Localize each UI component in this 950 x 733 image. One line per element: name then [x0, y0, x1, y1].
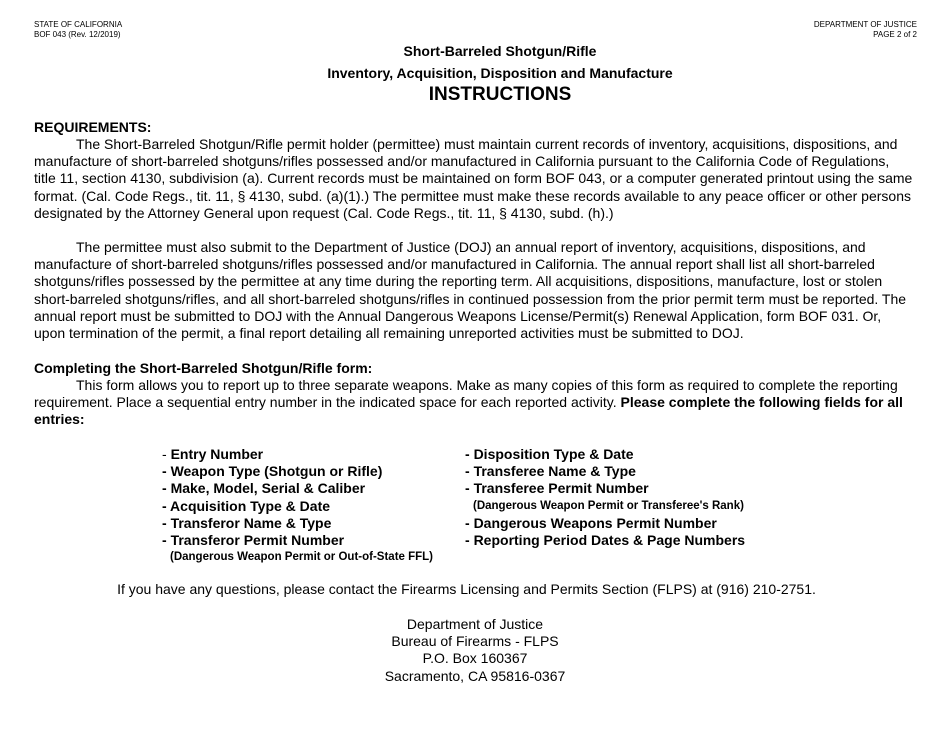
list-item: - Entry Number [162, 446, 264, 462]
requirements-paragraph-1: The Short-Barreled Shotgun/Rifle permit holder (permittee) must maintain current records of inventory, acquisitions, dispositions, and manufacture of short-barreled shotguns/rifles possessed and/or manufactured in California pursuant to the California Code of Regulations, title 11, section 4130, subdivision (a). Current records must be maintained on form BOF 043, or a computer generated printout using the same format. (Cal. Code Regs., tit. 11, § 4130, subd. (a)(1).) The permittee must make these records available to any peace officer or other persons designated by the Attorney General upon request (Cal. Code Regs., tit. 11, § 4130, subd. (h).) [34, 136, 913, 221]
department-name: DEPARTMENT OF JUSTICE [813, 20, 917, 29]
list-item: - Transferee Permit Number [465, 480, 649, 497]
list-item-note: (Dangerous Weapon Permit or Transferee's Rank) [473, 499, 744, 512]
list-item: - Reporting Period Dates & Page Numbers [465, 532, 746, 549]
document-title: Short-Barreled Shotgun/Rifle [403, 43, 597, 59]
page-number: PAGE 2 of 2 [873, 30, 917, 39]
list-item: - Disposition Type & Date [465, 446, 634, 462]
completing-form-bold-text: Please complete the following fields for all entries: [34, 394, 903, 428]
list-item: - Transferee Name & Type [465, 463, 636, 480]
agency-state: STATE OF CALIFORNIA [34, 20, 123, 29]
address-line: Bureau of Firearms - FLPS [391, 633, 559, 650]
requirements-label: REQUIREMENTS: [34, 119, 152, 135]
fields-list-left [162, 446, 433, 566]
instructions-heading: INSTRUCTIONS [428, 84, 572, 105]
list-item: - Make, Model, Serial & Caliber [162, 480, 366, 497]
list-item: - Dangerous Weapons Permit Number [465, 514, 717, 531]
list-item: - Acquisition Type & Date [162, 497, 331, 514]
completing-form-paragraph [34, 377, 914, 429]
address-line: Department of Justice [406, 616, 544, 632]
completing-form-text: This form allows you to report up to three separate weapons. Make as many copies of this form as required to complete the reporting requirement. Place a sequential entry number in the indicated space for each reported activity. [34, 377, 898, 411]
list-item: - Weapon Type (Shotgun or Rifle) [162, 463, 383, 480]
list-item-note: (Dangerous Weapon Permit or Out-of-State FFL) [170, 551, 434, 564]
contact-info: If you have any questions, please contact the Firearms Licensing and Permits Section (FLPS) at (916) 210-2751. [117, 581, 816, 597]
requirements-paragraph-2: The permittee must also submit to the Department of Justice (DOJ) an annual report of inventory, acquisitions, dispositions, and manufacture of short-barreled shotguns/rifles possessed and/or manufactured in California. The annual report shall list all short-barreled shotguns/rifles possessed by the permittee at any time during the reporting term. All acquisitions, dispositions, manufacture, lost or stolen short-barreled shotguns/rifles, and all short-barreled shotguns/rifles in continued possession from the prior permit term must be reported. The annual report must be submitted to DOJ with the Annual Dangerous Weapons License/Permit(s) Renewal Application, form BOF 031. Or, upon termination of the permit, a final report detailing all remaining unreported activities must be submitted to DOJ. [34, 239, 907, 342]
mailing-address [0, 616, 950, 685]
list-item: - Transferor Name & Type [162, 514, 332, 531]
form-number: BOF 043 (Rev. 12/2019) [34, 30, 121, 39]
document-subtitle: Inventory, Acquisition, Disposition and Manufacture [327, 65, 673, 81]
form-header-left [34, 20, 122, 40]
form-header-right [814, 20, 917, 40]
address-line: P.O. Box 160367 [422, 650, 528, 667]
list-item: - Transferor Permit Number [162, 532, 345, 549]
completing-form-label: Completing the Short-Barreled Shotgun/Rifle form: [34, 360, 373, 376]
fields-list-right [465, 446, 745, 549]
address-line: Sacramento, CA 95816-0367 [384, 667, 566, 684]
